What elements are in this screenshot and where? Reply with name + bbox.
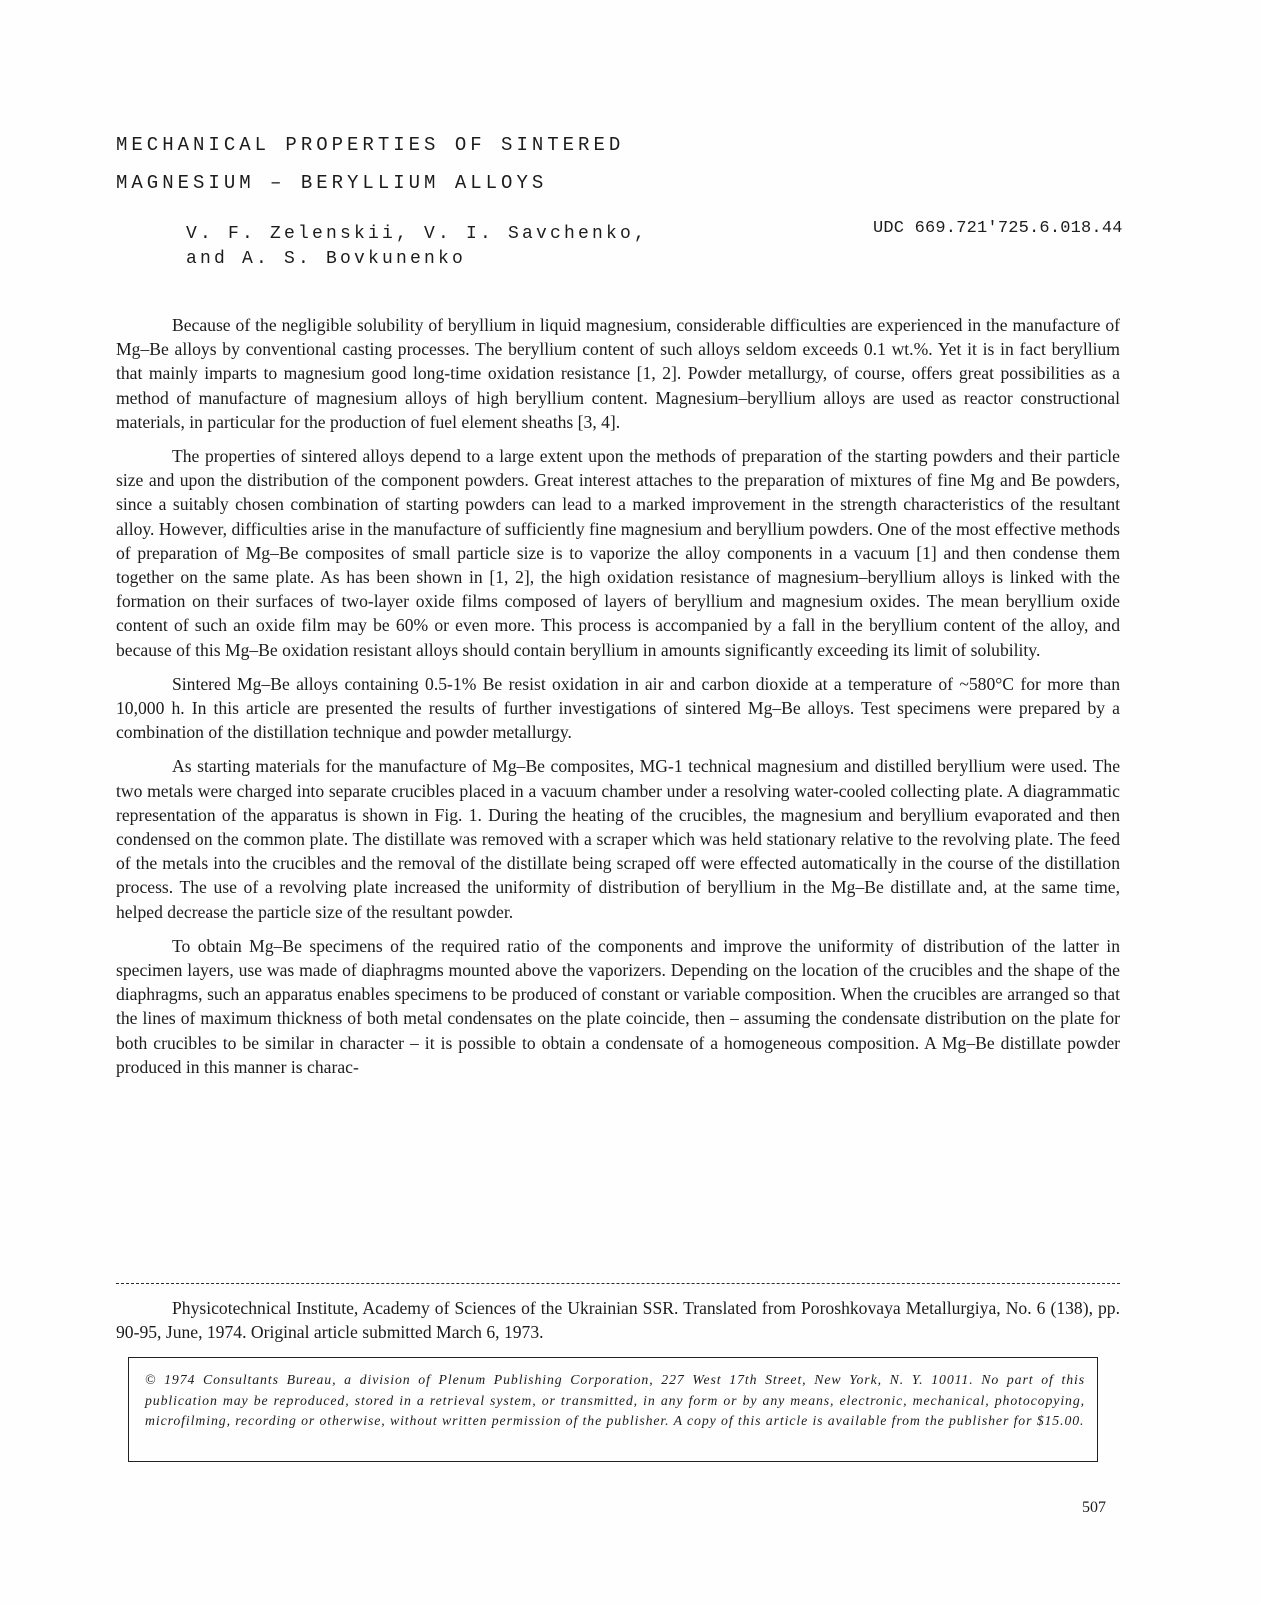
- article-title-line-2: MAGNESIUM – BERYLLIUM ALLOYS: [116, 172, 548, 194]
- article-title-line-1: MECHANICAL PROPERTIES OF SINTERED: [116, 134, 625, 156]
- paragraph: Because of the negligible solubility of beryllium in liquid magnesium, considerable difficulties are experienced in the manufacture of Mg–Be alloys by conventional casting processes. The beryllium content of such alloys seldom exceeds 0.1 wt.%. Yet it is in fact beryllium that mainly imparts to magnesium good long-time oxidation resistance [1, 2]. Powder metallurgy, of course, offers great possibilities as a method of manufacture of magnesium alloys of high beryllium content. Magnesium–beryllium alloys are used as reactor constructional materials, in particular for the production of fuel element sheaths [3, 4].: [116, 315, 1120, 432]
- paragraph: Sintered Mg–Be alloys containing 0.5-1% Be resist oxidation in air and carbon dioxide at a temperature of ~580°C for more than 10,000 h. In this article are presented the results of further investigations of sintered Mg–Be alloys. Test specimens were prepared by a combination of the distillation technique and powder metallurgy.: [116, 673, 1120, 743]
- article-body: [116, 313, 1120, 1089]
- copyright-notice: © 1974 Consultants Bureau, a division of Plenum Publishing Corporation, 227 West 17th Street, New York, N. Y. 10011. No part of this publication may be reproduced, stored in a retrieval system, or transmitted, in any form or by any means, electronic, mechanical, photocopying, microfilming, recording or otherwise, without written permission of the publisher. A copy of this article is available from the publisher for $15.00.: [145, 1372, 1085, 1428]
- footnote: Physicotechnical Institute, Academy of Sciences of the Ukrainian SSR. Translated from Poroshkovaya Metallurgiya, No. 6 (138), pp. 90-95, June, 1974. Original article submitted March 6, 1973.: [116, 1298, 1120, 1342]
- footnote-divider: [116, 1283, 1120, 1284]
- authors: [186, 222, 648, 272]
- paragraph: As starting materials for the manufacture of Mg–Be composites, MG-1 technical magnesium and distilled beryllium were used. The two metals were charged into separate crucibles placed in a vacuum chamber under a resolving water-cooled collecting plate. A diagrammatic representation of the apparatus is shown in Fig. 1. During the heating of the crucibles, the magnesium and beryllium evaporated and then condensed on the common plate. The distillate was removed with a scraper which was held stationary relative to the revolving plate. The feed of the metals into the crucibles and the removal of the distillate being scraped off were effected automatically in the course of the distillation process. The use of a revolving plate increased the uniformity of distribution of beryllium in the Mg–Be distillate and, at the same time, helped decrease the particle size of the resultant powder.: [116, 756, 1120, 922]
- page-number: 507: [1082, 1499, 1106, 1516]
- authors-line-1: V. F. Zelenskii, V. I. Savchenko,: [186, 224, 649, 244]
- udc-code: UDC 669.721'725.6.018.44: [873, 219, 1123, 238]
- authors-line-2: and A. S. Bovkunenko: [186, 249, 467, 269]
- paragraph: To obtain Mg–Be specimens of the required ratio of the components and improve the uniformity of distribution of the latter in specimen layers, use was made of diaphragms mounted above the vaporizers. Depending on the location of the crucibles and the shape of the diaphragms, such an apparatus enables specimens to be produced of constant or variable composition. When the crucibles are arranged so that the lines of maximum thickness of both metal condensates on the plate coincide, then – assuming the condensate distribution on the plate for both crucibles to be similar in character – it is possible to obtain a condensate of a homogeneous composition. A Mg–Be distillate powder produced in this manner is charac-: [116, 935, 1120, 1077]
- copyright-box: [128, 1357, 1098, 1462]
- paragraph: The properties of sintered alloys depend to a large extent upon the methods of preparation of the starting powders and their particle size and upon the distribution of the component powders. Great interest attaches to the preparation of mixtures of fine Mg and Be powders, since a suitably chosen combination of starting powders can lead to a marked improvement in the strength characteristics of the resultant alloy. However, difficulties arise in the manufacture of sufficiently fine magnesium and beryllium powders. One of the most effective methods of preparation of Mg–Be composites of small particle size is to vaporize the alloy components in a vacuum [1] and then condense them together on the same plate. As has been shown in [1, 2], the high oxidation resistance of magnesium–beryllium alloys is linked with the formation on their surfaces of two-layer oxide films composed of layers of beryllium and magnesium oxides. The mean beryllium oxide content of such an oxide film may be 60% or even more. This process is accompanied by a fall in the beryllium content of the alloy, and because of this Mg–Be oxidation resistant alloys should contain beryllium in amounts significantly exceeding its limit of solubility.: [116, 446, 1120, 660]
